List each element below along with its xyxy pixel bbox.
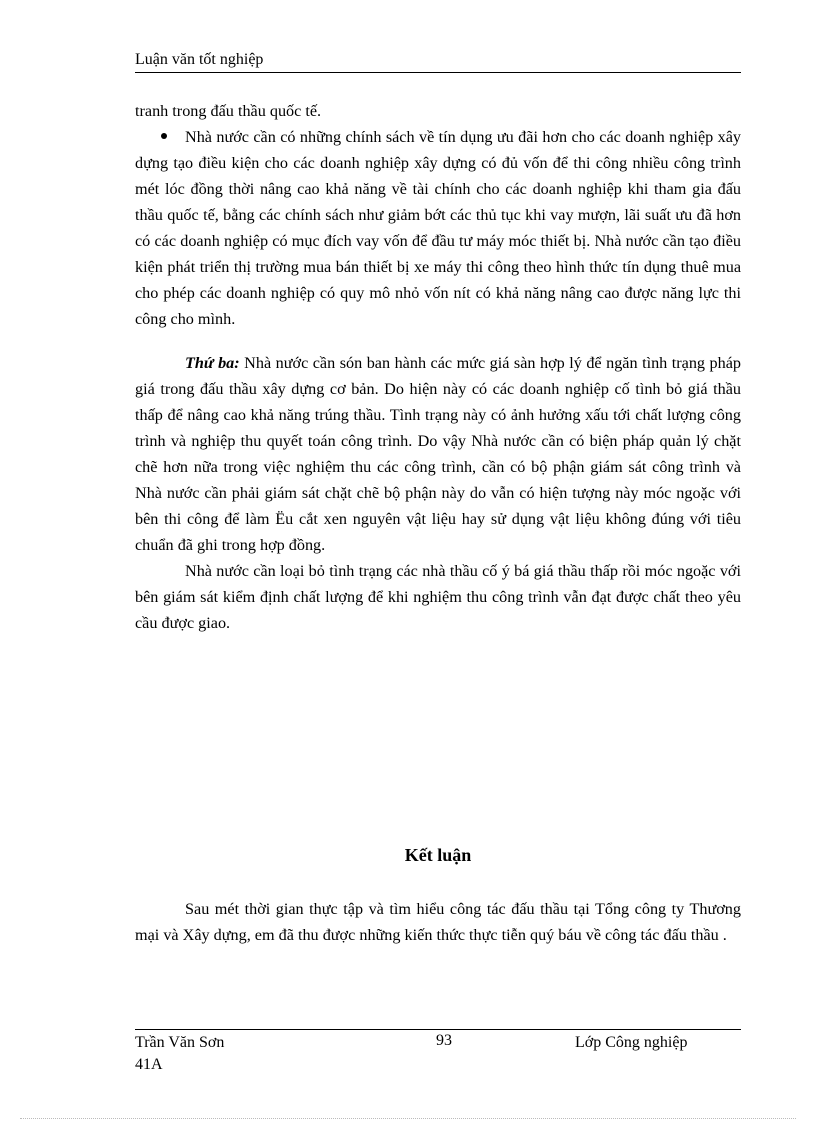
paragraph-continuation: tranh trong đấu thầu quốc tế. [135,102,322,120]
page-number: 93 [436,1032,452,1049]
footer-author-class: 41A [135,1056,163,1073]
paragraph-lead: Thứ ba: [185,354,240,372]
header-title: Luận văn tốt nghiệp [135,51,264,68]
page-edge-divider [20,1118,796,1119]
body-content [135,98,741,636]
footer-author [135,1032,224,1076]
conclusion-section [135,896,741,948]
bullet-paragraph [135,124,741,332]
page-header [135,50,741,73]
conclusion-heading: Kết luận [404,845,472,865]
paragraph-final: Nhà nước cần loại bỏ tình trạng các nhà thầu cố ý bá giá thầu thấp rồi móc ngoặc với bên giám sát kiểm định chất lượng để khi nghiệm thu công trình vẫn đạt được chất theo yêu cầu được giao. [135,562,741,632]
paragraph-text: Nhà nước cần són ban hành các mức giá sàn hợp lý để ngăn tình trạng pháp giá trong đấu thầu xây dựng cơ bản. Do hiện này có các doanh nghiệp cố tình bỏ giá thầu thấp để nâng cao khả năng trúng thầu. Tình trạng này có ảnh hưởng xấu tới chất lượng công trình và nghiệp thu quyết toán công trình. Do vậy Nhà nước cần có biện pháp quản lý chặt chẽ hơn nữa trong việc nghiệm thu các công trình, cần có bộ phận giám sát công trình và Nhà nước cần phải giám sát chặt chẽ bộ phận này do vẫn có hiện tượng này móc ngoặc với bên thi công để làm Ëu cắt xen nguyên vật liệu hay sử dụng vật liệu không đúng với tiêu chuẩn đã ghi trong hợp đồng. [135,354,741,554]
paragraph-thu-ba [135,350,741,558]
conclusion-paragraph: Sau mét thời gian thực tập và tìm hiểu công tác đấu thầu tại Tổng công ty Thương mại và Xây dựng, em đã thu được những kiến thức thực tiễn quý báu về công tác đấu thầu . [135,900,741,944]
bullet-icon [161,133,167,139]
footer-author-name: Trần Văn Sơn [135,1034,225,1051]
footer-class-name: Lớp Công nghiệp [575,1034,688,1051]
bullet-text: Nhà nước cần có những chính sách về tín dụng ưu đãi hơn cho các doanh nghiệp xây dựng tạo điều kiện cho các doanh nghiệp xây dựng có đủ vốn để thi công nhiều công trình mét lóc đồng thời nâng cao khả năng về tài chính cho các doanh nghiệp khi tham gia đấu thầu quốc tế, bằng các chính sách như giảm bớt các thủ tục khi vay mượn, lãi suất ưu đã hơn có các doanh nghiệp có mục đích vay vốn để đầu tư máy móc thiết bị. Nhà nước cần tạo điều kiện phát triển thị trường mua bán thiết bị xe máy thi công theo hình thức tín dụng thuê mua cho phép các doanh nghiệp có quy mô nhỏ vốn nít có khả năng nâng cao được năng lực thi công cho mình. [135,128,741,328]
